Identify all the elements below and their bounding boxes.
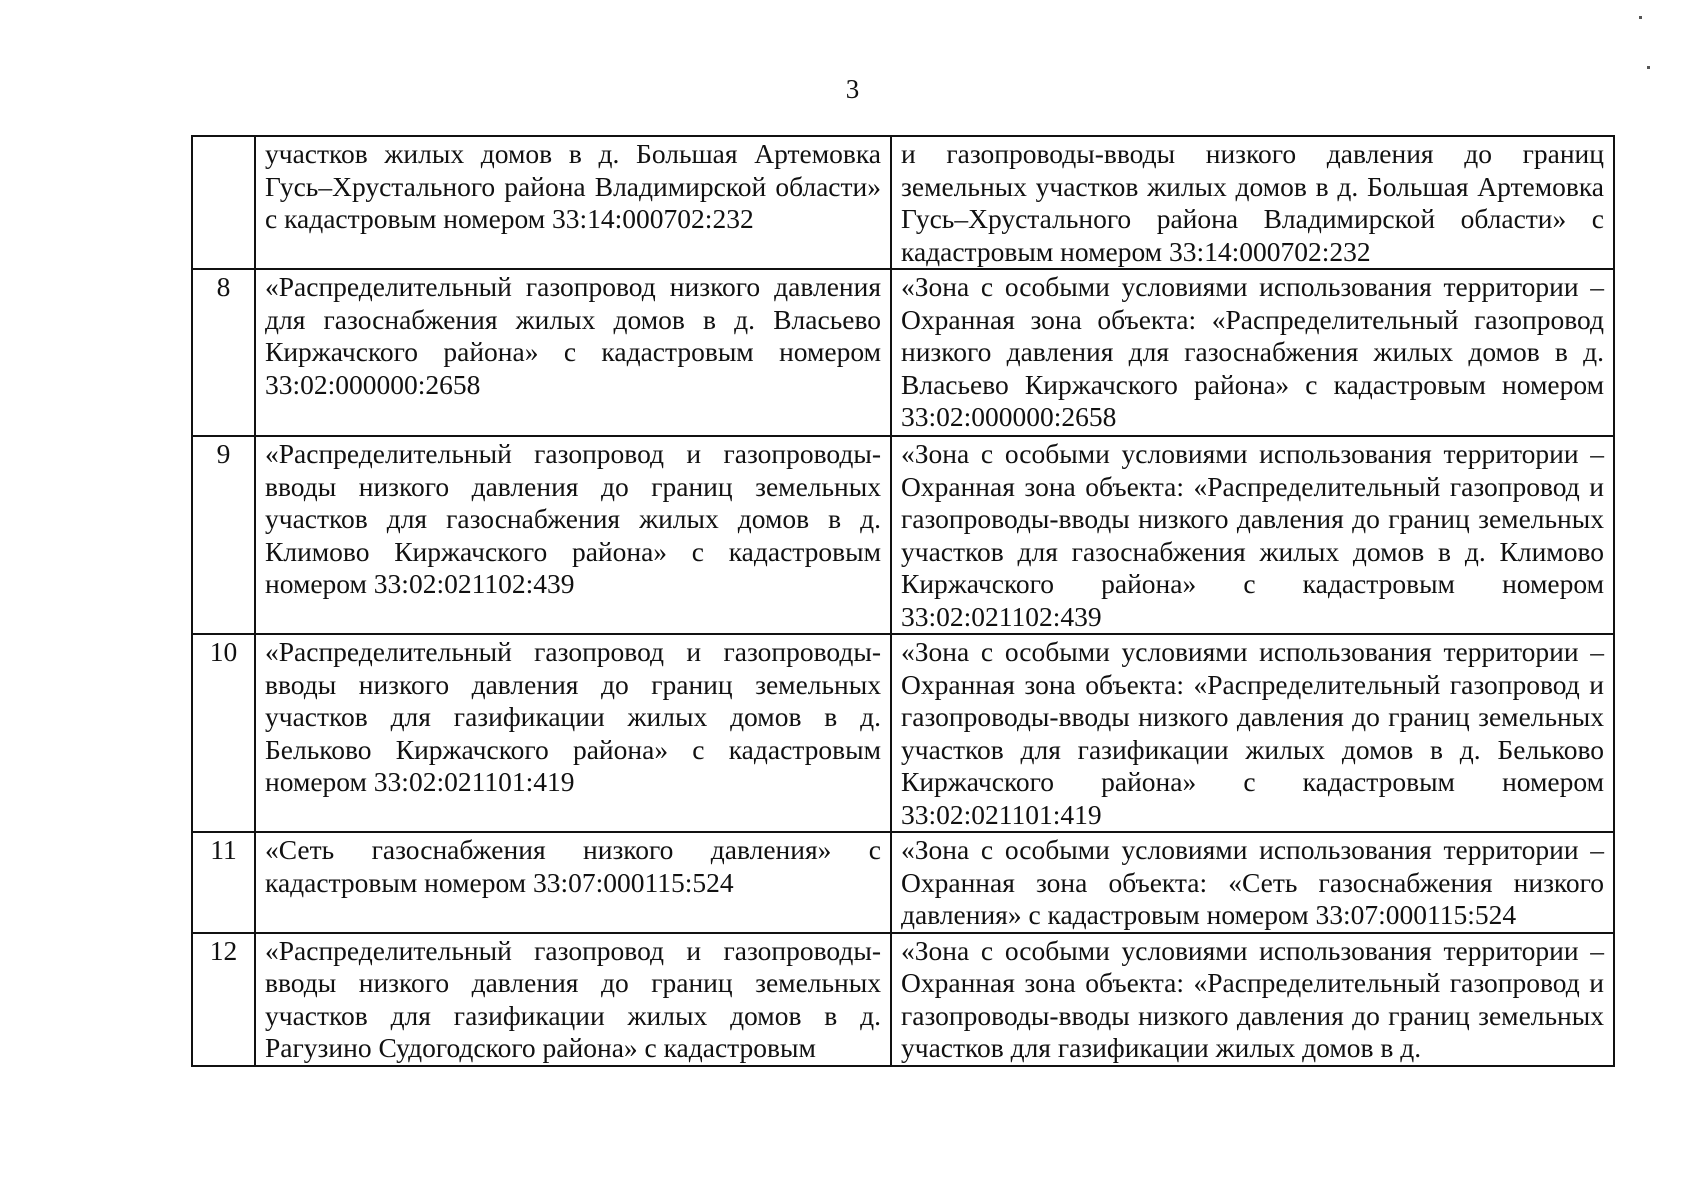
- scan-speck: [1647, 66, 1650, 69]
- table-row: [192, 436, 1614, 634]
- row-number: 9: [192, 436, 255, 634]
- table-row: [192, 832, 1614, 933]
- row-number: 10: [192, 634, 255, 832]
- row-number: 8: [192, 269, 255, 436]
- table-row: [192, 136, 1614, 269]
- zone-description: «Зона с особыми условиями использования территории – Охранная зона объекта: «Распределительный газопровод и газопроводы-вводы низкого давления до границ земельных участков для газификации жилых домов в д.: [891, 933, 1614, 1066]
- zone-description: «Зона с особыми условиями использования территории – Охранная зона объекта: «Распределительный газопровод и газопроводы-вводы низкого давления до границ земельных участков для газификации жилых домов в д. Бельково Киржачского района» с кадастровым номером 33:02:021101:419: [891, 634, 1614, 832]
- row-number: 11: [192, 832, 255, 933]
- table-row: [192, 269, 1614, 436]
- row-number: 12: [192, 933, 255, 1066]
- objects-table: [191, 135, 1615, 1067]
- object-description: «Распределительный газопровод низкого давления для газоснабжения жилых домов в д. Власьево Киржачского района» с кадастровым номером 33:02:000000:2658: [255, 269, 891, 436]
- object-description: участков жилых домов в д. Большая Артемовка Гусь–Хрустального района Владимирской области» с кадастровым номером 33:14:000702:232: [255, 136, 891, 269]
- object-description: «Сеть газоснабжения низкого давления» с кадастровым номером 33:07:000115:524: [255, 832, 891, 933]
- zone-description: «Зона с особыми условиями использования территории – Охранная зона объекта: «Сеть газоснабжения низкого давления» с кадастровым номером 33:07:000115:524: [891, 832, 1614, 933]
- zone-description: «Зона с особыми условиями использования территории – Охранная зона объекта: «Распределительный газопровод и газопроводы-вводы низкого давления до границ земельных участков для газоснабжения жилых домов в д. Климово Киржачского района» с кадастровым номером 33:02:021102:439: [891, 436, 1614, 634]
- zone-description: и газопроводы-вводы низкого давления до границ земельных участков жилых домов в д. Большая Артемовка Гусь–Хрустального района Владимирской области» с кадастровым номером 33:14:000702:232: [891, 136, 1614, 269]
- table-row: [192, 634, 1614, 832]
- row-number: [192, 136, 255, 269]
- page-number: 3: [845, 74, 860, 104]
- object-description: «Распределительный газопровод и газопроводы-вводы низкого давления до границ земельных участков для газификации жилых домов в д. Бельково Киржачского района» с кадастровым номером 33:02:021101:419: [255, 634, 891, 832]
- object-description: «Распределительный газопровод и газопроводы-вводы низкого давления до границ земельных участков для газификации жилых домов в д. Рагузино Судогодского района» с кадастровым: [255, 933, 891, 1066]
- scan-speck: [1639, 16, 1642, 19]
- object-description: «Распределительный газопровод и газопроводы-вводы низкого давления до границ земельных участков для газоснабжения жилых домов в д. Климово Киржачского района» с кадастровым номером 33:02:021102:439: [255, 436, 891, 634]
- zone-description: «Зона с особыми условиями использования территории – Охранная зона объекта: «Распределительный газопровод низкого давления для газоснабжения жилых домов в д. Власьево Киржачского района» с кадастровым номером 33:02:000000:2658: [891, 269, 1614, 436]
- table-row: [192, 933, 1614, 1066]
